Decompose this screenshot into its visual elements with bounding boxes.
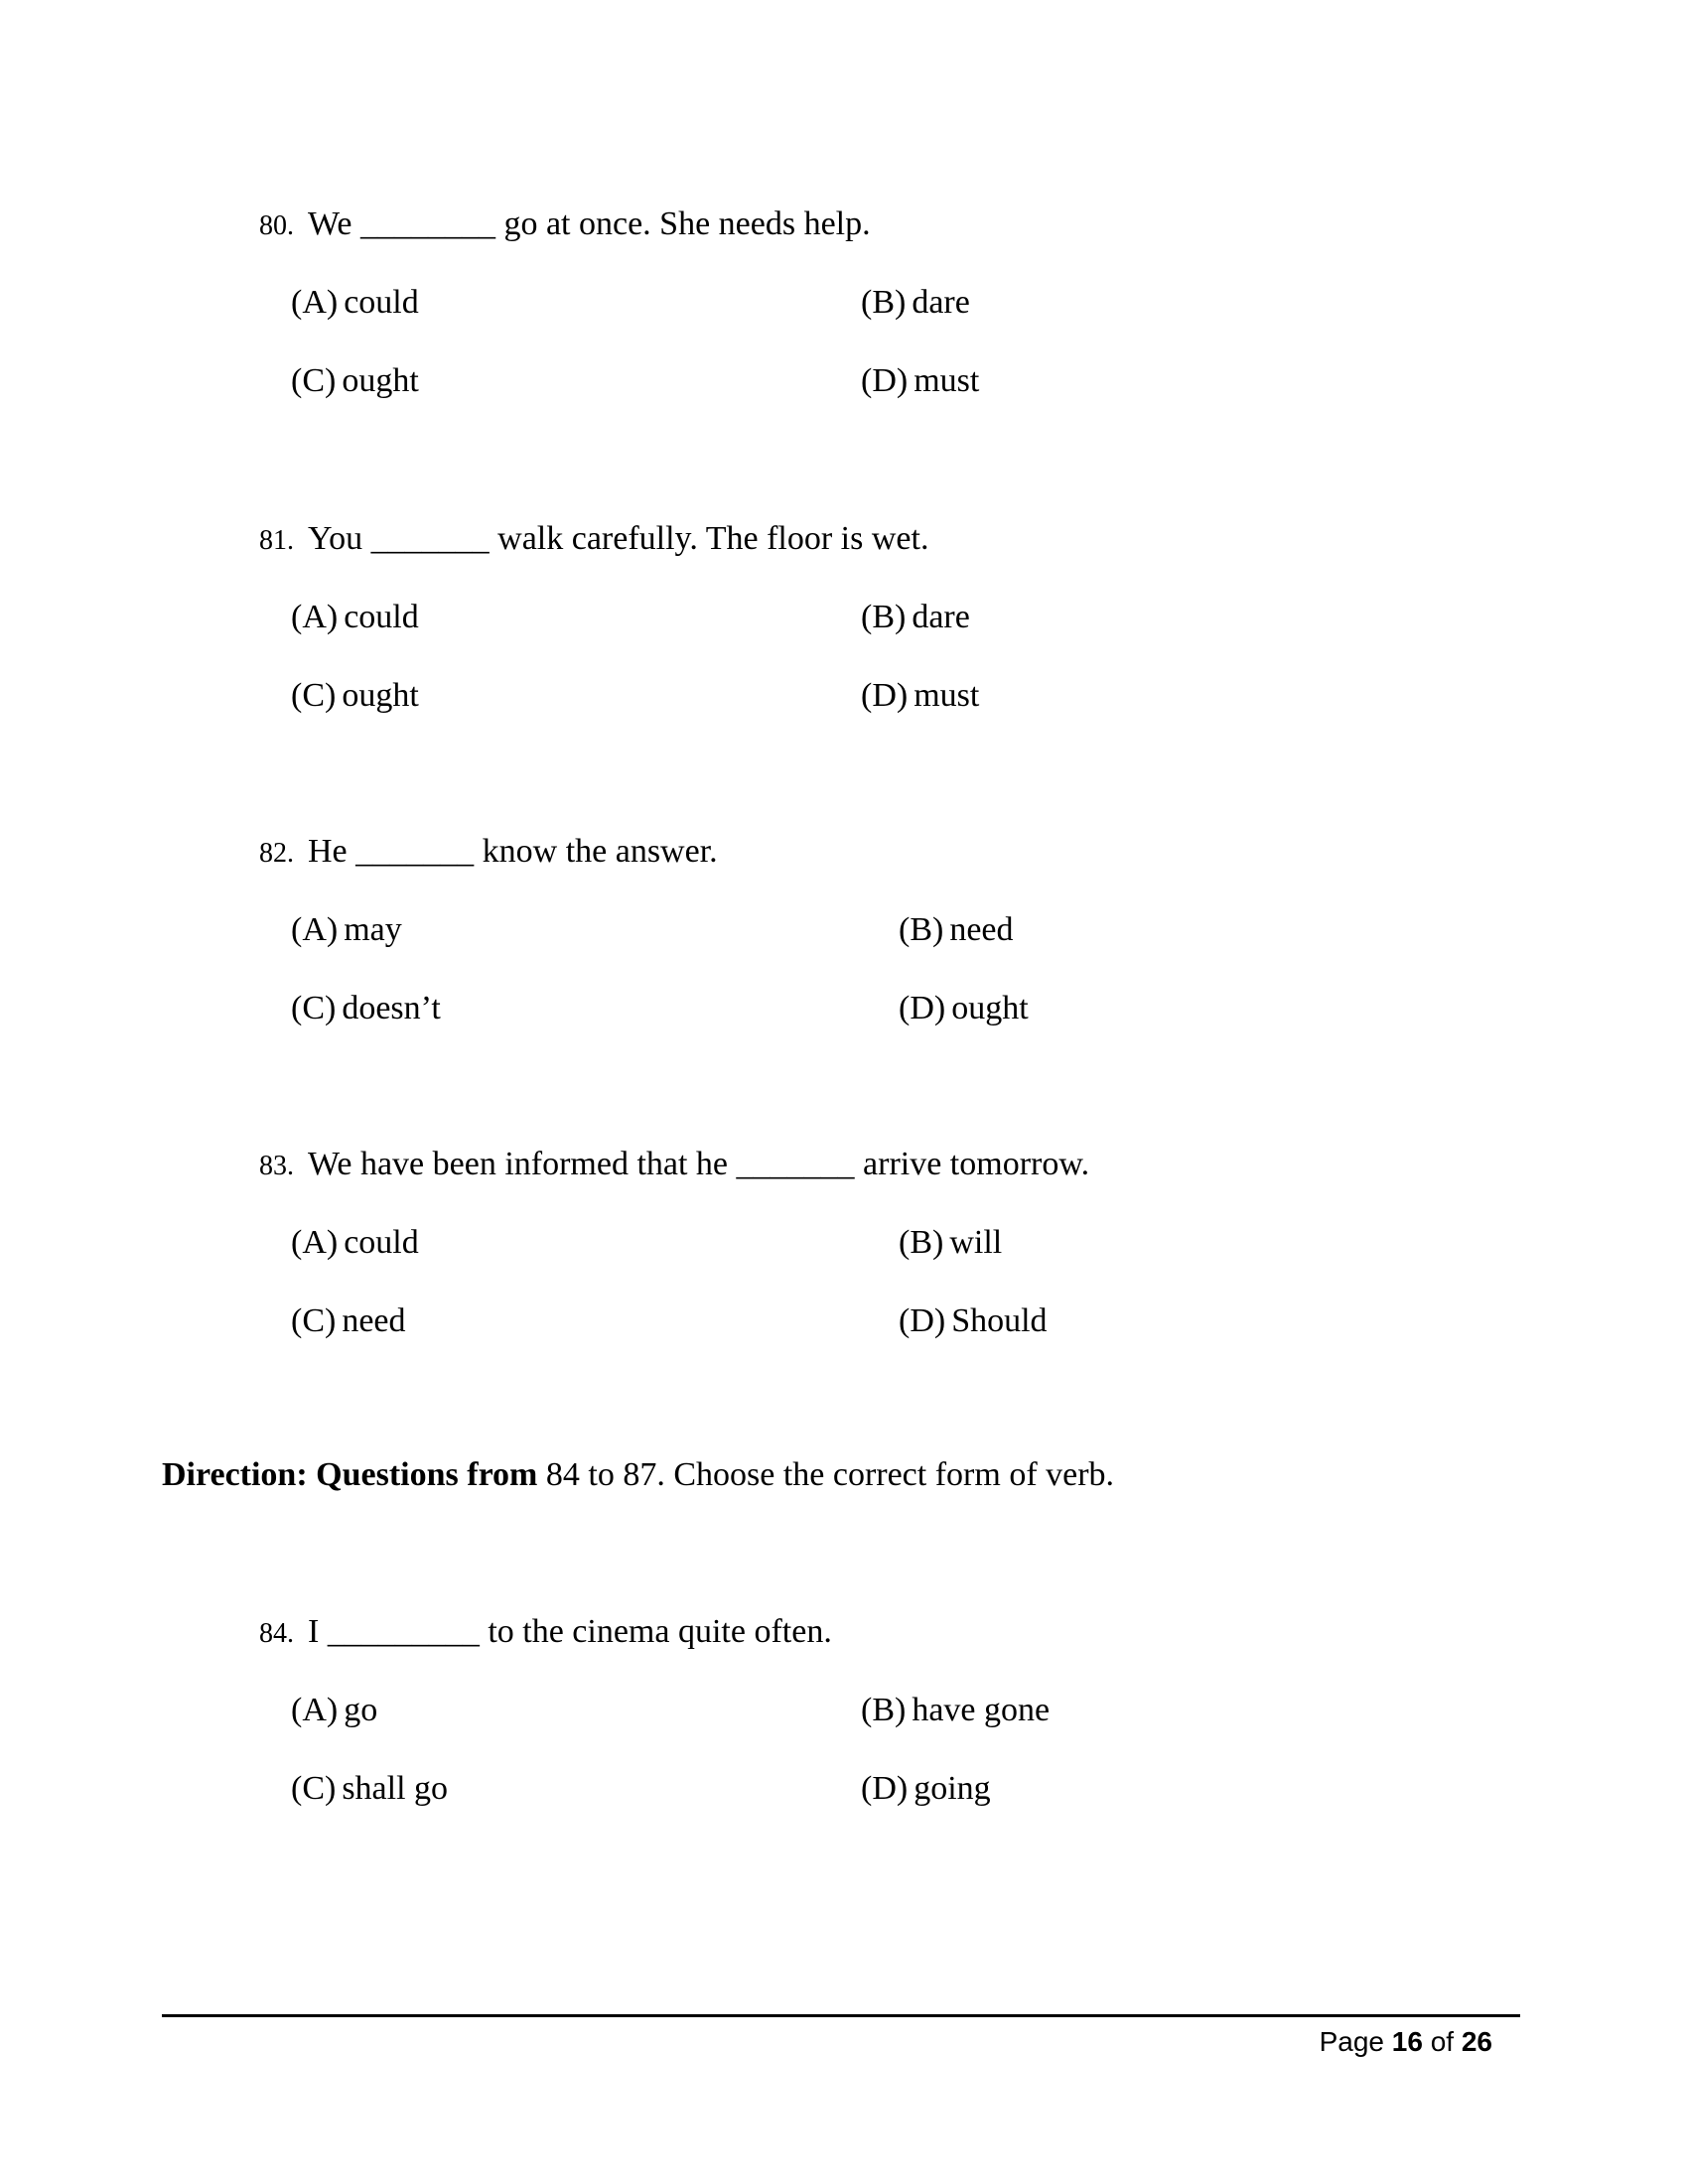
question-number: 84. [259,1618,294,1649]
option-text: could [344,599,419,635]
question-84-option-d [861,1769,991,1810]
option-label: (D) [899,1302,946,1339]
option-label: (C) [291,362,337,399]
question-number: 83. [259,1151,294,1181]
question-83-option-d [899,1301,1048,1342]
question-81-option-c [291,676,419,717]
question-81-option-d [861,676,979,717]
question-text: You _______ walk carefully. The floor is wet. [308,520,929,557]
option-text: have gone [912,1692,1051,1728]
option-text: could [344,1224,419,1261]
option-label: (B) [861,1692,907,1728]
option-text: going [914,1770,991,1807]
question-80-option-c [291,361,419,402]
page-footer [162,2026,1492,2058]
question-text: We have been informed that he _______ arrive tomorrow. [308,1146,1090,1182]
option-text: must [914,677,980,714]
question-83-option-a [291,1223,419,1264]
question-80-stem [259,205,871,245]
option-label: (D) [861,677,909,714]
question-number: 82. [259,838,294,869]
option-label: (A) [291,911,339,948]
question-text: He _______ know the answer. [308,833,718,870]
footer-page-number: 16 [1391,2026,1423,2057]
question-84-stem [259,1612,832,1653]
option-text: need [949,911,1014,948]
question-81-option-a [291,598,419,638]
option-label: (D) [861,1770,909,1807]
question-83-option-c [291,1301,406,1342]
question-82-option-a [291,910,402,951]
question-82-option-d [899,989,1029,1029]
question-84-option-b [861,1691,1050,1731]
footer-of-label: of [1430,2026,1455,2057]
option-label: (C) [291,1302,337,1339]
option-text: need [342,1302,406,1339]
option-label: (A) [291,1224,339,1261]
question-81-option-b [861,598,970,638]
direction-rest-text: 84 to 87. Choose the correct form of verb. [545,1456,1115,1493]
option-text: ought [342,677,419,714]
option-text: shall go [342,1770,449,1807]
option-label: (A) [291,284,339,321]
question-84-option-c [291,1769,448,1810]
question-82-option-c [291,989,441,1029]
footer-total-pages: 26 [1461,2026,1492,2057]
option-label: (B) [861,284,907,321]
option-text: will [949,1224,1003,1261]
direction-heading [162,1455,1114,1496]
question-84-option-a [291,1691,377,1731]
option-label: (D) [899,990,946,1026]
option-text: ought [342,362,419,399]
option-text: Should [951,1302,1048,1339]
question-80-option-d [861,361,979,402]
question-number: 81. [259,525,294,556]
question-83-stem [259,1145,1089,1185]
option-label: (C) [291,1770,337,1807]
footer-page-label: Page [1319,2026,1384,2057]
question-81-stem [259,519,928,560]
option-label: (D) [861,362,909,399]
option-text: dare [912,284,970,321]
option-text: dare [912,599,970,635]
option-text: may [344,911,402,948]
option-text: must [914,362,980,399]
option-label: (B) [861,599,907,635]
question-83-option-b [899,1223,1002,1264]
option-label: (C) [291,677,337,714]
option-label: (C) [291,990,337,1026]
option-text: go [344,1692,378,1728]
question-text: I _________ to the cinema quite often. [308,1613,832,1650]
footer-rule [162,2014,1520,2017]
question-text: We ________ go at once. She needs help. [308,205,871,242]
question-82-option-b [899,910,1014,951]
option-label: (B) [899,911,944,948]
option-text: could [344,284,419,321]
option-label: (B) [899,1224,944,1261]
direction-bold-text: Direction: Questions from [162,1456,538,1493]
question-80-option-b [861,283,970,324]
question-80-option-a [291,283,419,324]
question-number: 80. [259,210,294,241]
option-label: (A) [291,1692,339,1728]
option-label: (A) [291,599,339,635]
option-text: doesn’t [342,990,441,1026]
question-82-stem [259,832,718,873]
option-text: ought [951,990,1029,1026]
